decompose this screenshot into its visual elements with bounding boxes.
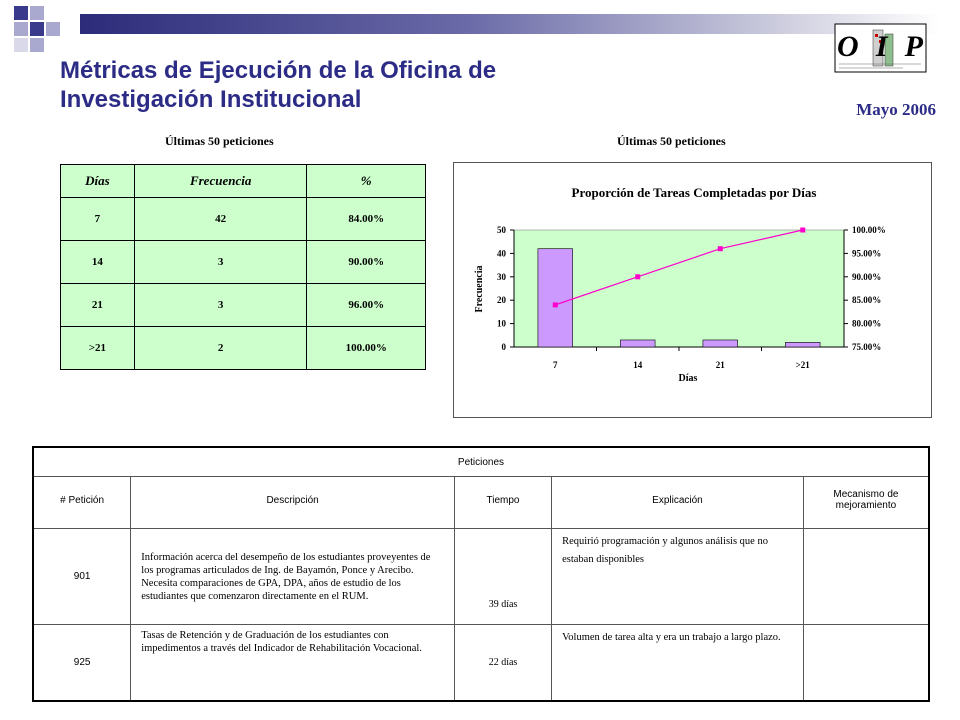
decor-square	[14, 6, 28, 20]
y-tick-label: 50	[497, 225, 506, 235]
x-tick-label: 14	[633, 360, 643, 370]
col-header-tiempo: Tiempo	[454, 477, 551, 529]
bar->21	[785, 342, 820, 347]
table-row	[33, 529, 929, 625]
table-caption: Últimas 50 peticiones	[165, 134, 274, 148]
cell-frecuencia: 3	[134, 241, 307, 284]
frequency-table	[60, 164, 426, 370]
line-point-14	[635, 274, 640, 279]
line-point-7	[553, 302, 558, 307]
cell-percent: 90.00%	[307, 241, 426, 284]
decor-square	[14, 38, 28, 52]
y2-tick-label: 90.00%	[852, 271, 882, 282]
cell-dias: 7	[61, 198, 135, 241]
decor-square	[30, 22, 44, 36]
cell-frecuencia: 42	[134, 198, 307, 241]
bar-14	[620, 340, 655, 347]
col-header-peticion: # Petición	[33, 477, 131, 529]
y-tick-label: 10	[497, 318, 506, 329]
petition-time: 22 días	[454, 625, 551, 701]
chart-title: Proporción de Tareas Completadas por Días	[571, 185, 817, 200]
page-title: Métricas de Ejecución de la Oficina de Investigación Institucional	[60, 57, 497, 113]
petition-description: Tasas de Retención y de Graduación de los estudiantes con impedimentos a través del Indicador de Rehabilitación Vocacional.	[131, 625, 455, 701]
y2-tick-label: 95.00%	[852, 248, 882, 259]
petitions-table	[32, 446, 930, 702]
report-date: Mayo 2006	[856, 100, 936, 119]
logo-text: OIP	[837, 30, 923, 63]
petition-explanation: Requirió programación y algunos análisis que no estaban disponibles	[552, 529, 804, 625]
x-tick-label: 21	[715, 360, 725, 370]
table-row	[33, 625, 929, 701]
cell-dias: 14	[61, 241, 135, 284]
y2-tick-label: 100.00%	[852, 225, 886, 235]
cell-percent: 84.00%	[307, 198, 426, 241]
petition-improvement	[803, 529, 929, 625]
petition-description: Información acerca del desempeño de los estudiantes proveyentes de los programas articulados de Ing. de Bayamón, Ponce y Arecibo. Necesita comparaciones de GPA, DPA, años de estudio de los estudiantes que comenzaron directamente en el RUM.	[131, 529, 455, 625]
y-tick-label: 0	[501, 342, 506, 352]
bar-21	[703, 340, 738, 347]
col-header-explicacion: Explicación	[552, 477, 804, 529]
y-tick-label: 20	[497, 295, 506, 306]
bar-7	[538, 249, 573, 347]
cell-percent: 100.00%	[307, 327, 426, 370]
line-point-21	[718, 246, 723, 251]
x-tick-label: >21	[795, 360, 810, 370]
petitions-title: Peticiones	[33, 447, 929, 477]
chart-caption: Últimas 50 peticiones	[617, 134, 726, 148]
col-header-frecuencia: Frecuencia	[134, 165, 307, 198]
header-gradient-bar	[80, 14, 940, 34]
chart-container	[453, 162, 932, 418]
col-header-percent: %	[307, 165, 426, 198]
col-header-mecanismo: Mecanismo de mejoramiento	[803, 477, 929, 529]
table-row	[61, 284, 426, 327]
y-axis-label: Frecuencia	[474, 265, 485, 313]
table-row	[61, 198, 426, 241]
oip-logo	[833, 22, 928, 74]
col-header-descripcion: Descripción	[131, 477, 455, 529]
y2-tick-label: 80.00%	[852, 318, 882, 329]
petition-improvement	[803, 625, 929, 701]
x-tick-label: 7	[553, 360, 558, 370]
cell-frecuencia: 2	[134, 327, 307, 370]
y2-tick-label: 85.00%	[852, 295, 882, 306]
cell-dias: 21	[61, 284, 135, 327]
y2-tick-label: 75.00%	[852, 342, 882, 352]
y-tick-label: 40	[497, 248, 506, 259]
petition-explanation: Volumen de tarea alta y era un trabajo a largo plazo.	[552, 625, 804, 701]
petition-time: 39 días	[454, 529, 551, 625]
col-header-dias: Días	[61, 165, 135, 198]
line-point->21	[800, 228, 805, 233]
decor-square	[30, 6, 44, 20]
completion-chart	[454, 163, 931, 417]
cell-percent: 96.00%	[307, 284, 426, 327]
decor-square	[46, 22, 60, 36]
table-row	[61, 241, 426, 284]
cell-dias: >21	[61, 327, 135, 370]
decor-square	[30, 38, 44, 52]
petition-id: 925	[33, 625, 131, 701]
table-row	[61, 327, 426, 370]
petition-id: 901	[33, 529, 131, 625]
cell-frecuencia: 3	[134, 284, 307, 327]
y-tick-label: 30	[497, 271, 506, 282]
x-axis-label: Días	[678, 373, 698, 384]
decor-square	[14, 22, 28, 36]
